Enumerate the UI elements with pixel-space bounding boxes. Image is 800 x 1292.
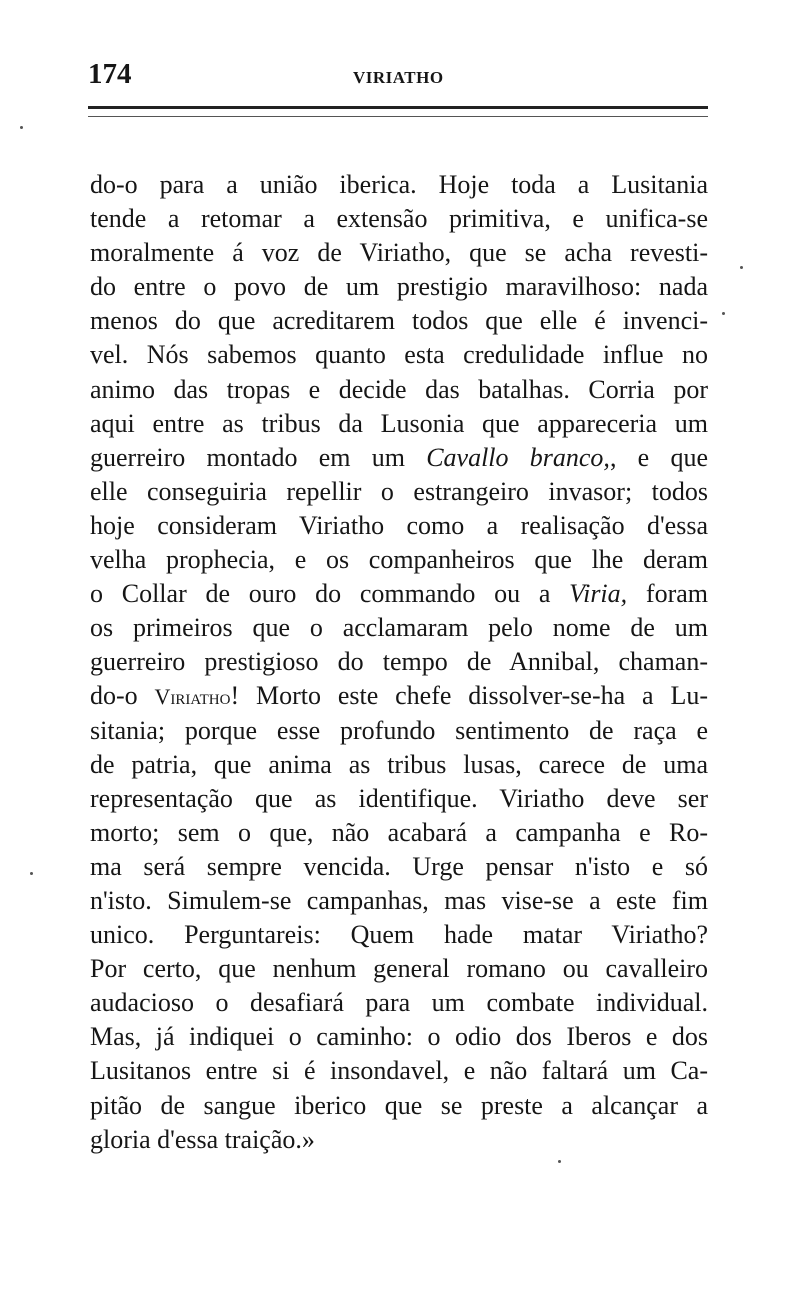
header-rule (88, 106, 708, 109)
running-title: VIRIATHO (353, 68, 444, 87)
text-line: de patria, que anima as tribus lusas, carece de uma (90, 749, 708, 779)
text-line (90, 577, 708, 611)
running-head (88, 58, 708, 92)
text-segment: do-o (90, 681, 138, 711)
text-line (90, 441, 708, 475)
text-line: os primeiros que o acclamaram pelo nome de um (90, 613, 708, 643)
text-line: morto; sem o que, não acabará a campanha e Ro- (90, 817, 708, 847)
paper-speck (740, 266, 743, 269)
header-rule-thin (88, 116, 708, 117)
text-line: gloria d'essa traição.» (90, 1124, 315, 1154)
text-line: velha prophecia, e os companheiros que lhe deram (90, 545, 708, 575)
body-text (90, 168, 708, 1157)
text-line: pitão de sangue iberico que se preste a alcançar a (90, 1090, 708, 1120)
text-line: hoje consideram Viriatho como a realisação d'essa (90, 510, 708, 540)
text-segment: foram (627, 579, 708, 609)
text-segment: ! Morto este chefe dissolver-se-ha a Lu- (230, 681, 708, 711)
page-number: 174 (88, 58, 132, 90)
text-line: unico. Perguntareis: Quem hade matar Viriatho? (90, 920, 708, 950)
text-line: guerreiro prestigioso do tempo de Annibal, chaman- (90, 647, 708, 677)
text-line: elle conseguiria repellir o estrangeiro invasor; todos (90, 476, 708, 506)
text-line: animo das tropas e decide das batalhas. Corria por (90, 374, 708, 404)
text-line: tende a retomar a extensão primitiva, e unifica-se (90, 204, 708, 234)
text-segment: guerreiro montado em um (90, 442, 405, 472)
text-line: menos do que acreditarem todos que elle é invenci- (90, 306, 708, 336)
paper-speck (558, 1160, 561, 1163)
text-segment: , e que (609, 442, 708, 472)
text-line: do entre o povo de um prestigio maravilhoso: nada (90, 272, 708, 302)
text-line: vel. Nós sabemos quanto esta credulidade influe no (90, 340, 708, 370)
text-line: Mas, já indiquei o caminho: o odio dos Iberos e dos (90, 1022, 708, 1052)
italic-phrase: Cavallo branco, (426, 442, 610, 472)
text-line: sitania; porque esse profundo sentimento de raça e (90, 715, 708, 745)
text-segment: o Collar de ouro do commando ou a (90, 579, 551, 609)
text-line: Por certo, que nenhum general romano ou cavalleiro (90, 954, 708, 984)
paper-speck (30, 872, 33, 875)
text-line: aqui entre as tribus da Lusonia que appareceria um (90, 408, 708, 438)
text-line: representação que as identifique. Viriatho deve ser (90, 783, 708, 813)
italic-phrase: Viria, (569, 579, 628, 609)
text-line: audacioso o desafiará para um combate individual. (90, 988, 708, 1018)
text-line: n'isto. Simulem-se campanhas, mas vise-se a este fim (90, 885, 708, 915)
text-line: Lusitanos entre si é insondavel, e não faltará um Ca- (90, 1056, 708, 1086)
text-line (90, 679, 708, 713)
text-line: do-o para a união iberica. Hoje toda a Lusitania (90, 170, 708, 199)
paper-speck (20, 126, 23, 129)
text-line: moralmente á voz de Viriatho, que se acha revesti- (90, 238, 708, 268)
paper-speck (722, 312, 725, 315)
small-caps-name: Viriatho (154, 684, 231, 710)
text-line: ma será sempre vencida. Urge pensar n'isto e só (90, 851, 708, 881)
